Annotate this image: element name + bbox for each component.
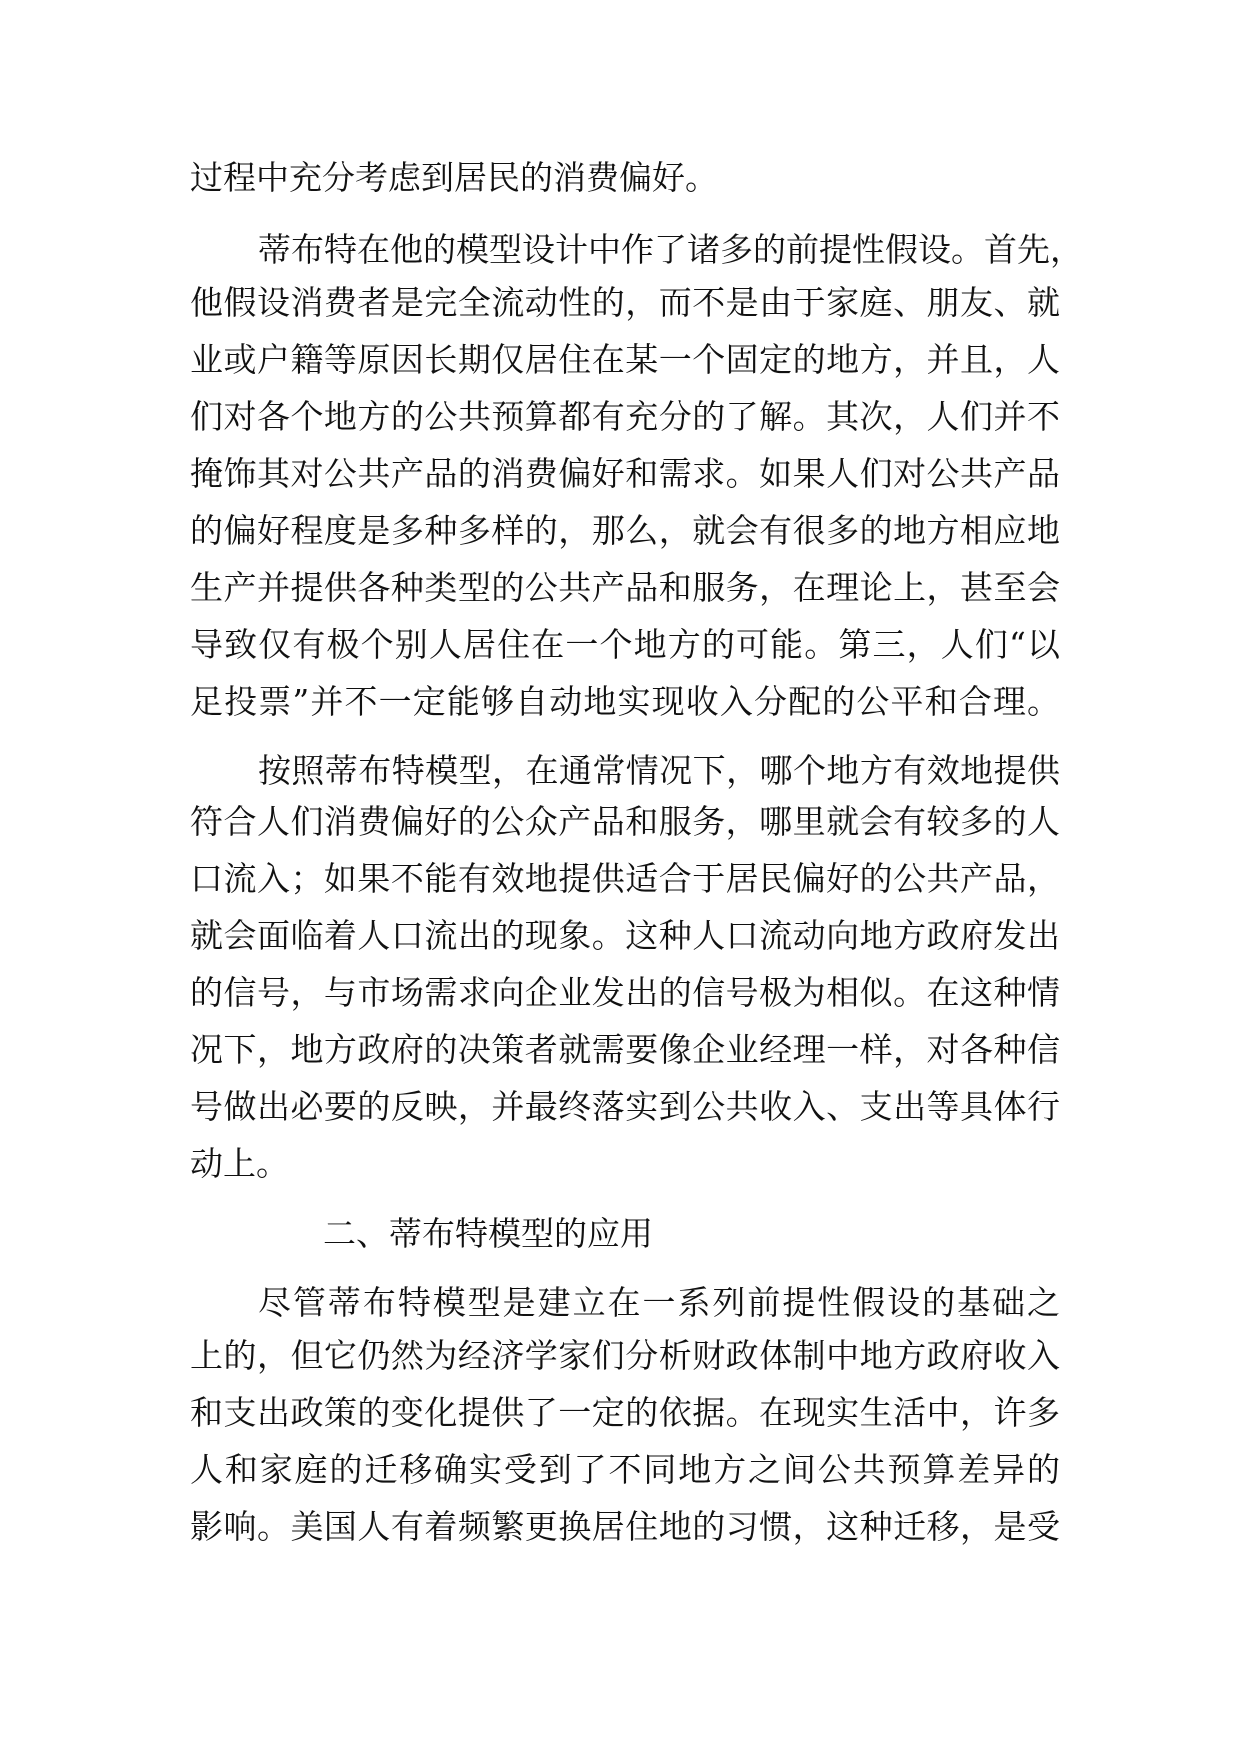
text-line: 们对各个地方的公共预算都有充分的了解。其次，人们并不 [190,397,1060,436]
text-line: 符合人们消费偏好的公众产品和服务，哪里就会有较多的人 [190,802,1060,841]
text-line: 上的，但它仍然为经济学家们分析财政体制中地方政府收入 [190,1336,1060,1375]
text-line: 他假设消费者是完全流动性的，而不是由于家庭、朋友、就 [190,283,1060,322]
text-line: 况下，地方政府的决策者就需要像企业经理一样，对各种信 [190,1030,1060,1069]
text-line: 导致仅有极个别人居住在一个地方的可能。第三，人们“以 [190,625,1060,664]
text-line: 业或户籍等原因长期仅居住在某一个固定的地方，并且，人 [190,340,1060,379]
text-line: 影响。美国人有着频繁更换居住地的习惯，这种迁移，是受 [190,1507,1060,1546]
text-line: 生产并提供各种类型的公共产品和服务，在理论上，甚至会 [190,568,1060,607]
text-line: 蒂布特在他的模型设计中作了诸多的前提性假设。首先， [258,230,1083,269]
text-line: 的偏好程度是多种多样的，那么，就会有很多的地方相应地 [190,511,1060,550]
section-heading: 二、蒂布特模型的应用 [323,1214,653,1253]
text-line: 就会面临着人口流出的现象。这种人口流动向地方政府发出 [190,916,1060,955]
text-line: 尽管蒂布特模型是建立在一系列前提性假设的基础之 [258,1283,1060,1322]
text-line: 按照蒂布特模型，在通常情况下，哪个地方有效地提供 [258,751,1060,790]
text-line: 掩饰其对公共产品的消费偏好和需求。如果人们对公共产品 [190,454,1060,493]
text-line: 号做出必要的反映，并最终落实到公共收入、支出等具体行 [190,1087,1060,1126]
text-line: 和支出政策的变化提供了一定的依据。在现实生活中，许多 [190,1393,1060,1432]
text-line: 足投票”并不一定能够自动地实现收入分配的公平和合理。 [190,682,1060,721]
text-line: 动上。 [190,1144,289,1183]
text-line: 口流入；如果不能有效地提供适合于居民偏好的公共产品， [190,859,1060,898]
text-line: 过程中充分考虑到居民的消费偏好。 [190,158,718,197]
text-line: 人和家庭的迁移确实受到了不同地方之间公共预算差异的 [190,1450,1060,1489]
text-line: 的信号，与市场需求向企业发出的信号极为相似。在这种情 [190,973,1060,1012]
